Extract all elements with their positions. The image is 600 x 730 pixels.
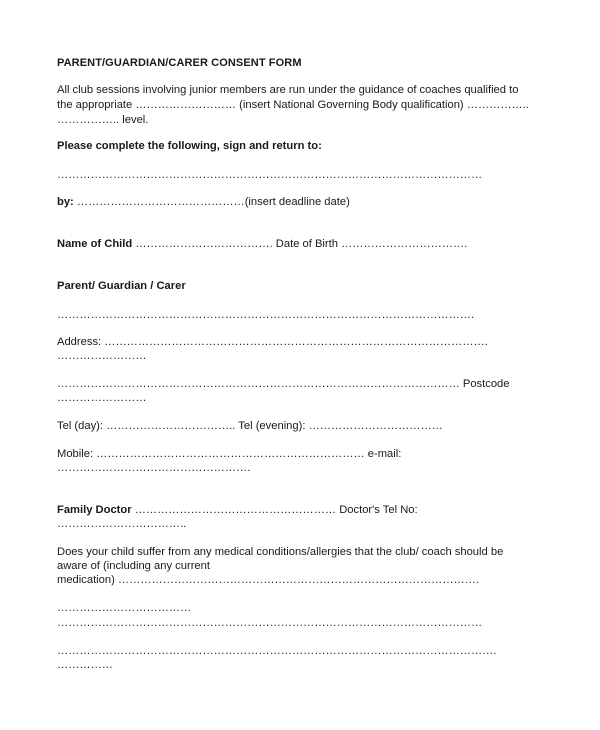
intro-line-3: …………….. level.: [57, 114, 149, 126]
guardian-heading: Parent/ Guardian / Carer: [57, 280, 186, 292]
mobile-field-line-1[interactable]: Mobile: ……………………………………………………………… e-mail:: [57, 448, 402, 460]
intro-line-1: All club sessions involving junior members are run under the guidance of coaches qualified to: [57, 84, 519, 96]
medical-field-line-2[interactable]: ………………………………: [57, 602, 192, 614]
postcode-field-line-1[interactable]: ……………………………………………………………………………………………… Postcode: [57, 378, 510, 390]
postcode-field-line-2[interactable]: ……………………: [57, 392, 147, 404]
deadline-field[interactable]: ………………………………………(insert deadline date): [73, 196, 350, 208]
medical-field-line-3[interactable]: ……………………………………………………………………………………………………: [57, 617, 483, 629]
medical-field-line-4[interactable]: ……………………………………………………………………………………………………….: [57, 645, 497, 657]
deadline-label: by:: [57, 196, 74, 208]
child-name-label: Name of Child: [57, 238, 133, 250]
medical-question-line-2: aware of (including any current: [57, 560, 210, 572]
deadline-row: [57, 195, 350, 209]
email-field[interactable]: …………………………………………….: [57, 462, 251, 474]
doctor-label: Family Doctor: [57, 504, 132, 516]
intro-line-2: the appropriate ……………………… (insert National Governing Body qualification) ……………..: [57, 99, 529, 111]
doctor-field[interactable]: ……………………………………………… Doctor's Tel No:: [131, 504, 418, 516]
address-field-line-1[interactable]: Address: ………………………………………………………………………………………….: [57, 336, 488, 348]
address-field-line-2[interactable]: ……………………: [57, 350, 147, 362]
tel-field[interactable]: Tel (day): …………………………….. Tel (evening): ………………………………: [57, 420, 443, 432]
dob-label: Date of Birth: [275, 238, 338, 250]
medical-field-line-1[interactable]: medication) …………………………………………………………………………………….: [57, 574, 480, 586]
dob-field[interactable]: …………………………….: [337, 238, 468, 250]
medical-question-line-1: Does your child suffer from any medical conditions/allergies that the club/ coach should be: [57, 546, 504, 558]
guardian-name-field[interactable]: ………………………………………………………………………………………………….: [57, 309, 475, 321]
form-title: PARENT/GUARDIAN/CARER CONSENT FORM: [57, 57, 302, 69]
doctor-row: [57, 503, 418, 517]
child-name-field[interactable]: ……………………………….: [132, 238, 276, 250]
return-address-field[interactable]: ……………………………………………………………………………………………………: [57, 169, 483, 181]
instruction-heading: Please complete the following, sign and return to:: [57, 140, 322, 152]
doctor-tel-field[interactable]: ……………………………..: [57, 518, 187, 530]
child-row: [57, 237, 467, 251]
medical-field-line-5[interactable]: ……………: [57, 659, 113, 671]
